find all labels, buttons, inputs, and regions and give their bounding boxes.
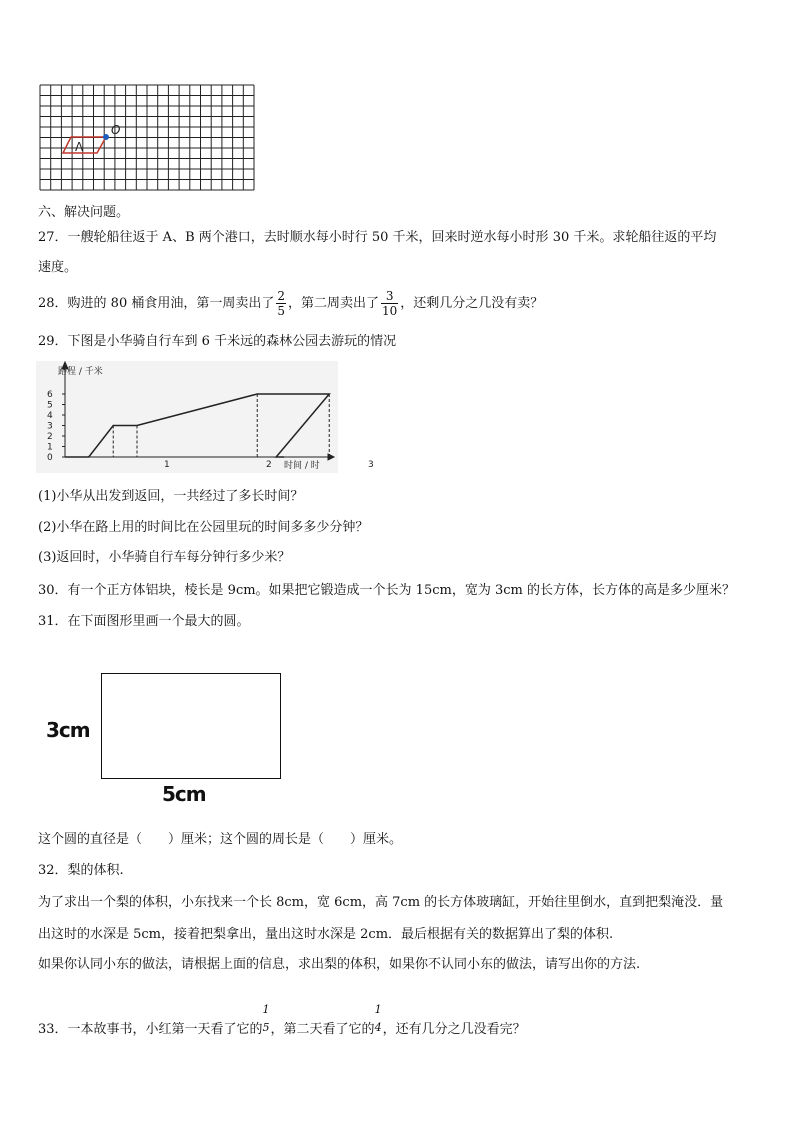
q32-line2: 出这时的水深是 5cm，接着把梨拿出，量出这时水深是 2cm．最后根据有关的数据算出了梨的体积. <box>38 927 614 942</box>
q33-fraction-2-den: 4 <box>374 1021 382 1034</box>
q28-fraction-2-den: 10 <box>382 304 398 318</box>
q27-line2: 速度。 <box>38 260 78 275</box>
distance-time-chart <box>36 361 374 473</box>
chart-y-axis-label: 路程 / 千米 <box>58 367 103 377</box>
chart-y-tick-label: 5 <box>47 400 53 411</box>
chart-x-axis-label: 时间 / 时 <box>284 461 320 471</box>
shape-label-a: A <box>75 140 84 154</box>
q29-sub1: (1)小华从出发到返回，一共经过了多长时间？ <box>38 489 304 504</box>
q33-fraction-1-num: 1 <box>262 1003 270 1016</box>
q31-title: 31．在下面图形里画一个最大的圆。 <box>38 614 250 629</box>
q33-text-1: 33．一本故事书，小红第一天看了它的 <box>38 1022 263 1037</box>
rectangle-height-label: 3cm <box>46 718 90 742</box>
q29-sub3: (3)返回时，小华骑自行车每分钟行多少米？ <box>38 550 291 565</box>
chart-y-tick-label: 2 <box>47 432 53 442</box>
point-o <box>103 134 109 140</box>
q28-fraction-2-num: 3 <box>381 289 398 304</box>
q31-answer <box>38 831 402 849</box>
q32-line3: 如果你认同小东的做法，请根据上面的信息，求出梨的体积，如果你不认同小东的做法，请写出你的方法. <box>38 957 641 972</box>
chart-y-tick-label: 1 <box>47 442 53 453</box>
q32-title: 32．梨的体积. <box>38 863 124 878</box>
chart-x-tick-label: 1 <box>164 460 170 470</box>
section-title: 六、解决问题。 <box>38 205 130 220</box>
chart-y-tick-label: 0 <box>47 453 53 463</box>
q33-fraction-2-num: 1 <box>374 1003 382 1016</box>
chart-y-tick-label: 4 <box>47 411 53 421</box>
q33-text-3: ，还有几分之几没看完？ <box>382 1022 526 1037</box>
q29-title: 29．下图是小华骑自行车到 6 千米远的森林公园去游玩的情况 <box>38 334 397 349</box>
q31-answer-text-3: ）厘米。 <box>350 832 403 847</box>
q31-answer-text-1: 这个圆的直径是（ <box>38 832 143 847</box>
q28-text-1: 28．购进的 80 桶食用油，第一周卖出了 <box>38 296 275 311</box>
chart-x-tick-label: 3 <box>368 460 374 470</box>
q28 <box>38 288 543 320</box>
q28-text-3: ，还剩几分之几没有卖？ <box>400 296 544 311</box>
q28-fraction-1-num: 2 <box>277 289 285 303</box>
q29-sub2: (2)小华在路上用的时间比在公园里玩的时间多多少分钟？ <box>38 520 369 535</box>
q32-line1: 为了求出一个梨的体积，小东找来一个长 8cm，宽 6cm，高 7cm 的长方体玻璃缸，开始往里倒水，直到把梨淹没．量 <box>38 895 724 910</box>
q28-fraction-1-den: 5 <box>277 304 285 318</box>
parallelogram-a <box>63 137 106 153</box>
chart-y-tick-label: 6 <box>47 390 53 400</box>
q28-text-2: ，第二周卖出了 <box>288 296 380 311</box>
q31-answer-text-2: ）厘米；这个圆的周长是（ <box>168 832 325 847</box>
q33-text-2: ，第二天看了它的 <box>270 1022 375 1037</box>
q30-text: 30．有一个正方体铝块，棱长是 9cm。如果把它锻造成一个长为 15cm，宽为 3cm 的长方体，长方体的高是多少厘米？ <box>38 583 735 598</box>
q28-fraction-1 <box>276 289 286 318</box>
q27-line1: 27．一艘轮船往返于 A、B 两个港口，去时顺水每小时行 50 千米，回来时逆水每小时形 30 千米。求轮船往返的平均 <box>38 230 717 245</box>
grid-figure <box>38 84 256 192</box>
rectangle-width-label: 5cm <box>162 782 206 806</box>
chart-x-tick-label: 2 <box>266 460 272 470</box>
q33 <box>38 1003 526 1039</box>
chart-y-tick-label: 3 <box>47 421 53 432</box>
q33-fraction-1 <box>262 1003 271 1034</box>
q33-fraction-2 <box>374 1003 383 1034</box>
point-label-o: O <box>111 123 121 137</box>
q33-fraction-1-den: 5 <box>262 1021 270 1034</box>
q28-fraction-2 <box>381 289 398 318</box>
rectangle-5x3 <box>101 673 281 779</box>
